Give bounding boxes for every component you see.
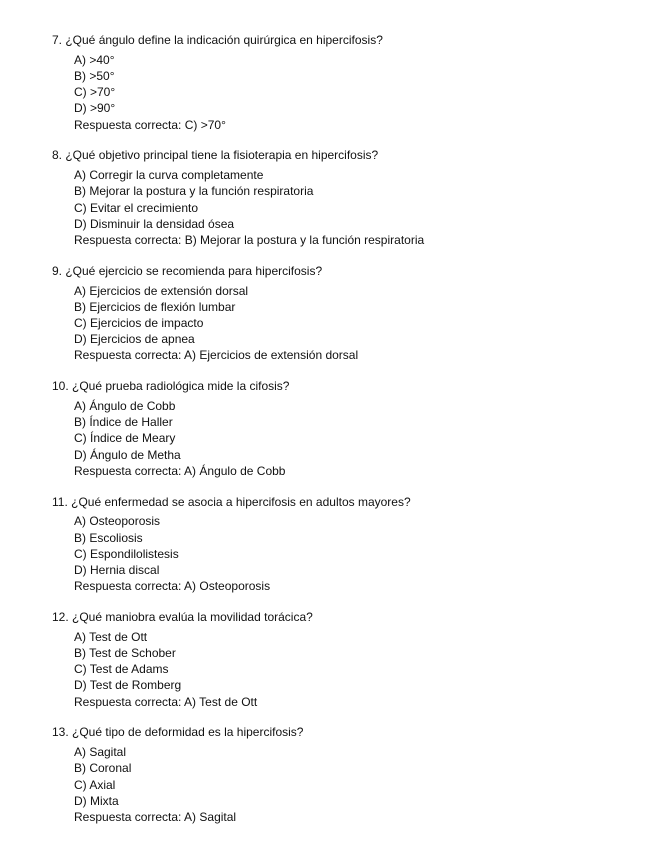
option-c: C) Ejercicios de impacto <box>74 316 204 331</box>
question-block-13 <box>52 724 655 825</box>
option-b: B) Mejorar la postura y la función respiratoria <box>74 184 314 199</box>
correct-answer: Respuesta correcta: C) >70° <box>74 117 226 132</box>
option-d: D) Test de Romberg <box>74 678 182 693</box>
question-text: 11. ¿Qué enfermedad se asocia a hipercifosis en adultos mayores? <box>52 494 411 509</box>
option-c: C) Axial <box>74 777 116 792</box>
option-a: A) >40° <box>74 52 115 67</box>
question-text: 10. ¿Qué prueba radiológica mide la cifosis? <box>52 379 290 394</box>
option-b: B) >50° <box>74 69 115 83</box>
option-a: A) Corregir la curva completamente <box>74 168 264 183</box>
correct-answer: Respuesta correcta: A) Sagital <box>74 810 237 825</box>
option-d: D) Ángulo de Metha <box>74 447 181 462</box>
options-list <box>74 398 655 479</box>
options-list <box>74 629 655 710</box>
correct-answer: Respuesta correcta: A) Ejercicios de extensión dorsal <box>74 348 359 363</box>
question-block-9 <box>52 263 655 364</box>
option-d: D) Hernia discal <box>74 563 160 578</box>
option-c: C) Índice de Meary <box>74 431 176 446</box>
question-block-7 <box>52 32 655 133</box>
option-b: B) Test de Schober <box>74 646 176 661</box>
question-text: 8. ¿Qué objetivo principal tiene la fisioterapia en hipercifosis? <box>52 148 379 163</box>
option-c: C) Evitar el crecimiento <box>74 200 199 215</box>
option-a: A) Test de Ott <box>74 629 148 644</box>
option-c: C) >70° <box>74 85 116 100</box>
option-b: B) Escoliosis <box>74 530 143 545</box>
option-a: A) Osteoporosis <box>74 514 161 529</box>
question-block-10 <box>52 378 655 479</box>
option-c: C) Espondilolistesis <box>74 546 179 561</box>
question-text: 13. ¿Qué tipo de deformidad es la hipercifosis? <box>52 725 304 740</box>
option-a: A) Ángulo de Cobb <box>74 399 176 414</box>
option-b: B) Índice de Haller <box>74 415 173 430</box>
correct-answer: Respuesta correcta: A) Test de Ott <box>74 694 258 709</box>
option-d: D) Ejercicios de apnea <box>74 332 195 347</box>
options-list <box>74 283 655 364</box>
question-text: 7. ¿Qué ángulo define la indicación quirúrgica en hipercifosis? <box>52 33 383 47</box>
options-list <box>74 167 655 248</box>
question-text: 9. ¿Qué ejercicio se recomienda para hipercifosis? <box>52 263 323 278</box>
option-a: A) Sagital <box>74 745 127 760</box>
correct-answer: Respuesta correcta: A) Osteoporosis <box>74 579 271 594</box>
question-text: 12. ¿Qué maniobra evalúa la movilidad torácica? <box>52 610 313 625</box>
option-d: D) Disminuir la densidad ósea <box>74 216 235 231</box>
option-b: B) Coronal <box>74 761 132 776</box>
option-d: D) Mixta <box>74 793 119 808</box>
question-block-12 <box>52 609 655 710</box>
option-b: B) Ejercicios de flexión lumbar <box>74 299 236 314</box>
options-list <box>74 52 655 133</box>
question-block-11 <box>52 494 655 595</box>
options-list <box>74 744 655 825</box>
option-c: C) Test de Adams <box>74 662 169 677</box>
option-a: A) Ejercicios de extensión dorsal <box>74 283 249 298</box>
correct-answer: Respuesta correcta: A) Ángulo de Cobb <box>74 463 286 478</box>
correct-answer: Respuesta correcta: B) Mejorar la postura y la función respiratoria <box>74 233 425 248</box>
question-block-8 <box>52 147 655 248</box>
options-list <box>74 513 655 594</box>
option-d: D) >90° <box>74 101 116 116</box>
